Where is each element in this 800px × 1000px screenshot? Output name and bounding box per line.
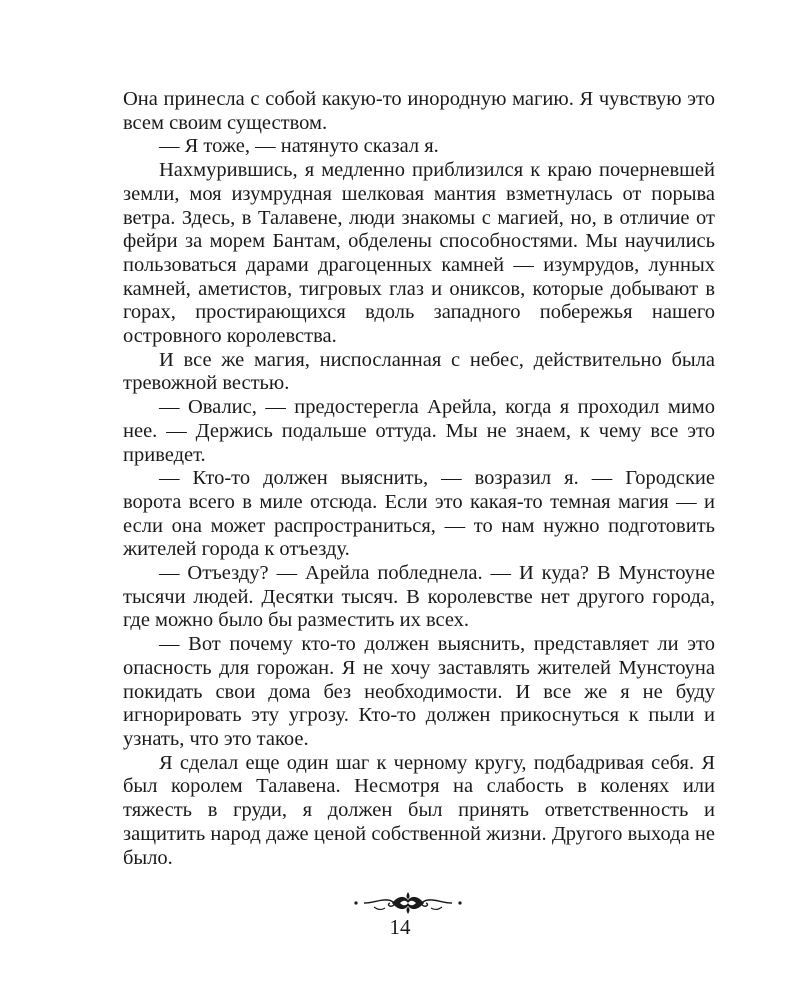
paragraph-4: И все же магия, ниспосланная с небес, действительно была тревожной вестью. <box>123 348 715 395</box>
page-body <box>123 88 715 870</box>
paragraph-3: Нахмурившись, я медленно приблизился к краю почерневшей земли, моя изумрудная шелковая мантия взметнулась от порыва ветра. Здесь, в Талавене, люди знакомы с магией, но, в отличие от фейри за морем Бантам, обделены способностями. Мы научились пользоваться дарами драгоценных камней — изумрудов, лунных камней, аметистов, тигровых глаз и ониксов, которые добывают в горах, простирающихся вдоль западного побережья нашего островного королевства. <box>123 159 715 348</box>
paragraph-8: — Вот почему кто-то должен выяснить, представляет ли это опасность для горожан. Я не хочу заставлять жителей Мунстоуна покидать свои дома без необходимости. И все же я не буду игнорировать эту угрозу. Кто-то должен прикоснуться к пыли и узнать, что это такое. <box>123 633 715 750</box>
paragraph-9: Я сделал еще один шаг к черному кругу, подбадривая себя. Я был королем Талавена. Несмотря на слабость в коленях или тяжесть в груди, я должен был принять ответственность и защитить народ даже ценой собственной жизни. Другого выхода не было. <box>123 751 715 869</box>
paragraph-1: Она принесла с собой какую-то инородную магию. Я чувствую это всем своим существом. <box>123 88 715 134</box>
paragraph-7: — Отъезду? — Арейла побледнела. — И куда? В Мунстоуне тысячи людей. Десятки тысяч. В королевстве нет другого города, где можно было бы разместить их всех. <box>123 562 715 632</box>
page-number: 14 <box>389 915 411 939</box>
paragraph-2: — Я тоже, — натянуто сказал я. <box>159 135 439 158</box>
flourish-ornament-icon <box>352 890 464 916</box>
paragraph-6: — Кто-то должен выяснить, — возразил я. — Городские ворота всего в миле отсюда. Если это какая-то темная магия — и если она может распространиться, — то нам нужно подготовить жителей города к отъезду. <box>123 467 715 561</box>
paragraph-5: — Овалис, — предостерегла Арейла, когда я проходил мимо нее. — Держись подальше оттуда. Мы не знаем, к чему все это приведет. <box>123 396 715 466</box>
